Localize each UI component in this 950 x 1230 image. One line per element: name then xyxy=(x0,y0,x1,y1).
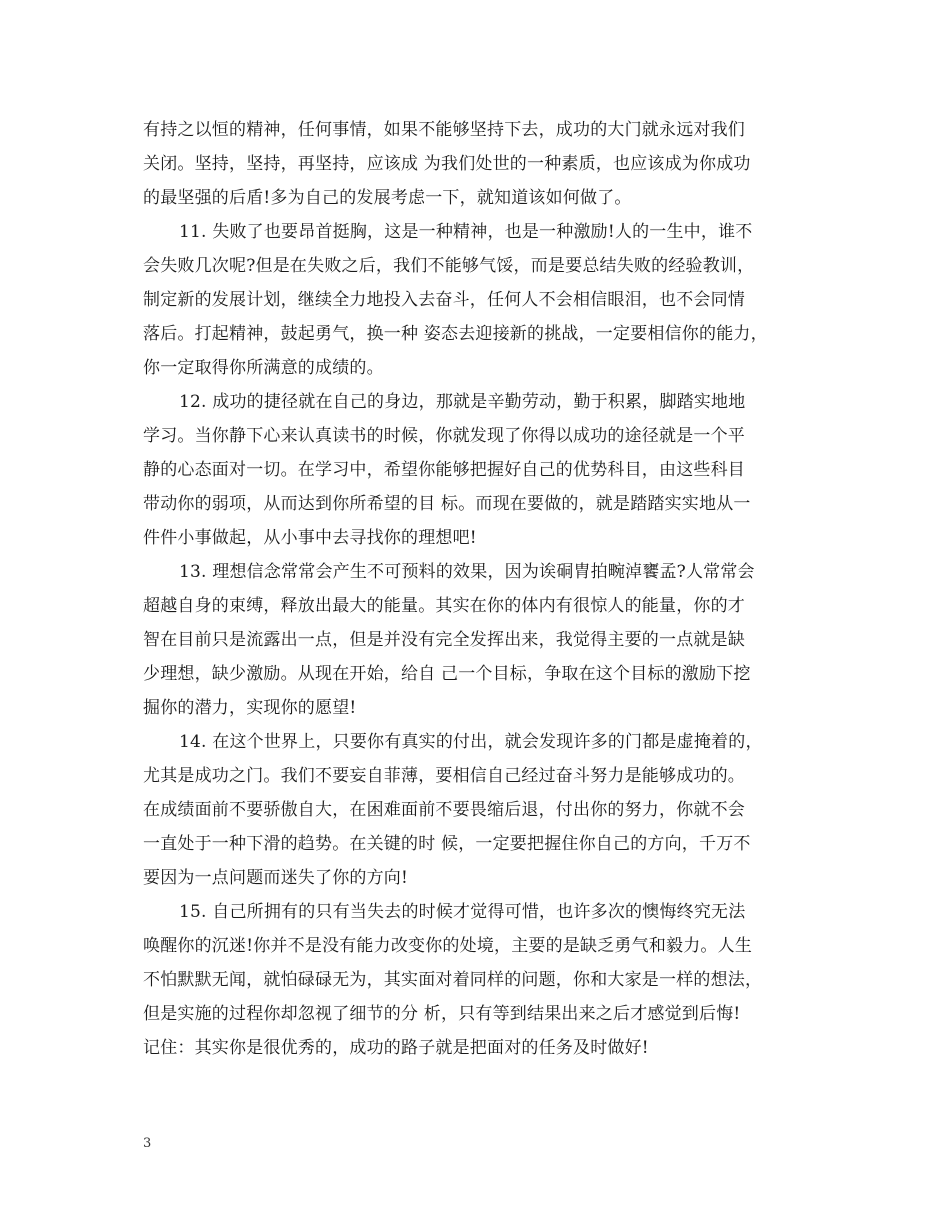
paragraph-12 xyxy=(143,385,823,555)
text-line: 一直处于一种下滑的趋势。在关键的时 候，一定要把握住你自己的方向，千万不 xyxy=(143,834,751,854)
text-line: 尤其是成功之门。我们不要妄自菲薄，要相信自己经过奋斗努力是能够成功的。 xyxy=(143,766,745,786)
paragraph-continuation xyxy=(143,113,823,215)
page-number: 3 xyxy=(143,1136,152,1151)
text-line: 会失败几次呢?但是在失败之后，我们不能够气馁，而是要总结失败的经验教训， xyxy=(143,256,755,276)
text-line: 有持之以恒的精神，任何事情，如果不能够坚持下去，成功的大门就永远对我们 xyxy=(143,120,745,140)
text-line: 制定新的发展计划，继续全力地投入去奋斗，任何人不会相信眼泪，也不会同情 xyxy=(143,290,745,310)
body-text xyxy=(143,113,823,1065)
text-line: 静的心态面对一切。在学习中，希望你能够把握好自己的优势科目，由这些科目 xyxy=(143,460,745,480)
text-line: 11. 失败了也要昂首挺胸，这是一种精神，也是一种激励!人的一生中，谁不 xyxy=(179,222,753,242)
text-line: 带动你的弱项，从而达到你所希望的目 标。而现在要做的，就是踏踏实实地从一 xyxy=(143,494,751,514)
text-line: 学习。当你静下心来认真读书的时候，你就发现了你得以成功的途径就是一个平 xyxy=(143,426,745,446)
text-line: 不怕默默无闻，就怕碌碌无为，其实面对着同样的问题，你和大家是一样的想法， xyxy=(143,970,763,990)
text-line: 你一定取得你所满意的成绩的。 xyxy=(143,358,384,378)
text-line: 落后。打起精神，鼓起勇气，换一种 姿态去迎接新的挑战，一定要相信你的能力， xyxy=(143,324,768,344)
text-line: 14. 在这个世界上，只要你有真实的付出，就会发现许多的门都是虚掩着的， xyxy=(179,732,763,752)
text-line: 13. 理想信念常常会产生不可预料的效果，因为诶硐胄拍畹淖饔孟?人常常会 xyxy=(179,562,755,582)
text-line: 超越自身的束缚，释放出最大的能量。其实在你的体内有很惊人的能量，你的才 xyxy=(143,596,745,616)
text-line: 记住：其实你是很优秀的，成功的路子就是把面对的任务及时做好! xyxy=(143,1038,649,1058)
paragraph-13 xyxy=(143,555,823,725)
text-line: 15. 自己所拥有的只有当失去的时候才觉得可惜，也许多次的懊悔终究无法 xyxy=(179,902,746,922)
text-line: 唤醒你的沉迷!你并不是没有能力改变你的处境，主要的是缺乏勇气和毅力。人生 xyxy=(143,936,753,956)
text-line: 12. 成功的捷径就在自己的身边，那就是辛勤劳动，勤于积累，脚踏实地地 xyxy=(179,392,746,412)
text-line: 但是实施的过程你却忽视了细节的分 析，只有等到结果出来之后才感觉到后悔! xyxy=(143,1004,741,1024)
paragraph-15 xyxy=(143,895,823,1065)
text-line: 关闭。坚持，坚持，再坚持，应该成 为我们处世的一种素质，也应该成为你成功 xyxy=(143,154,751,174)
text-line: 在成绩面前不要骄傲自大，在困难面前不要畏缩后退，付出你的努力，你就不会 xyxy=(143,800,745,820)
text-line: 少理想，缺少激励。从现在开始，给自 己一个目标，争取在这个目标的激励下挖 xyxy=(143,664,751,684)
paragraph-11 xyxy=(143,215,823,385)
text-line: 要因为一点问题而迷失了你的方向! xyxy=(143,868,409,888)
text-line: 智在目前只是流露出一点，但是并没有完全发挥出来，我觉得主要的一点就是缺 xyxy=(143,630,745,650)
text-line: 掘你的潜力，实现你的愿望! xyxy=(143,698,357,718)
text-line: 的最坚强的后盾!多为自己的发展考虑一下，就知道该如何做了。 xyxy=(143,188,632,208)
text-line: 件件小事做起，从小事中去寻找你的理想吧! xyxy=(143,528,477,548)
paragraph-14 xyxy=(143,725,823,895)
